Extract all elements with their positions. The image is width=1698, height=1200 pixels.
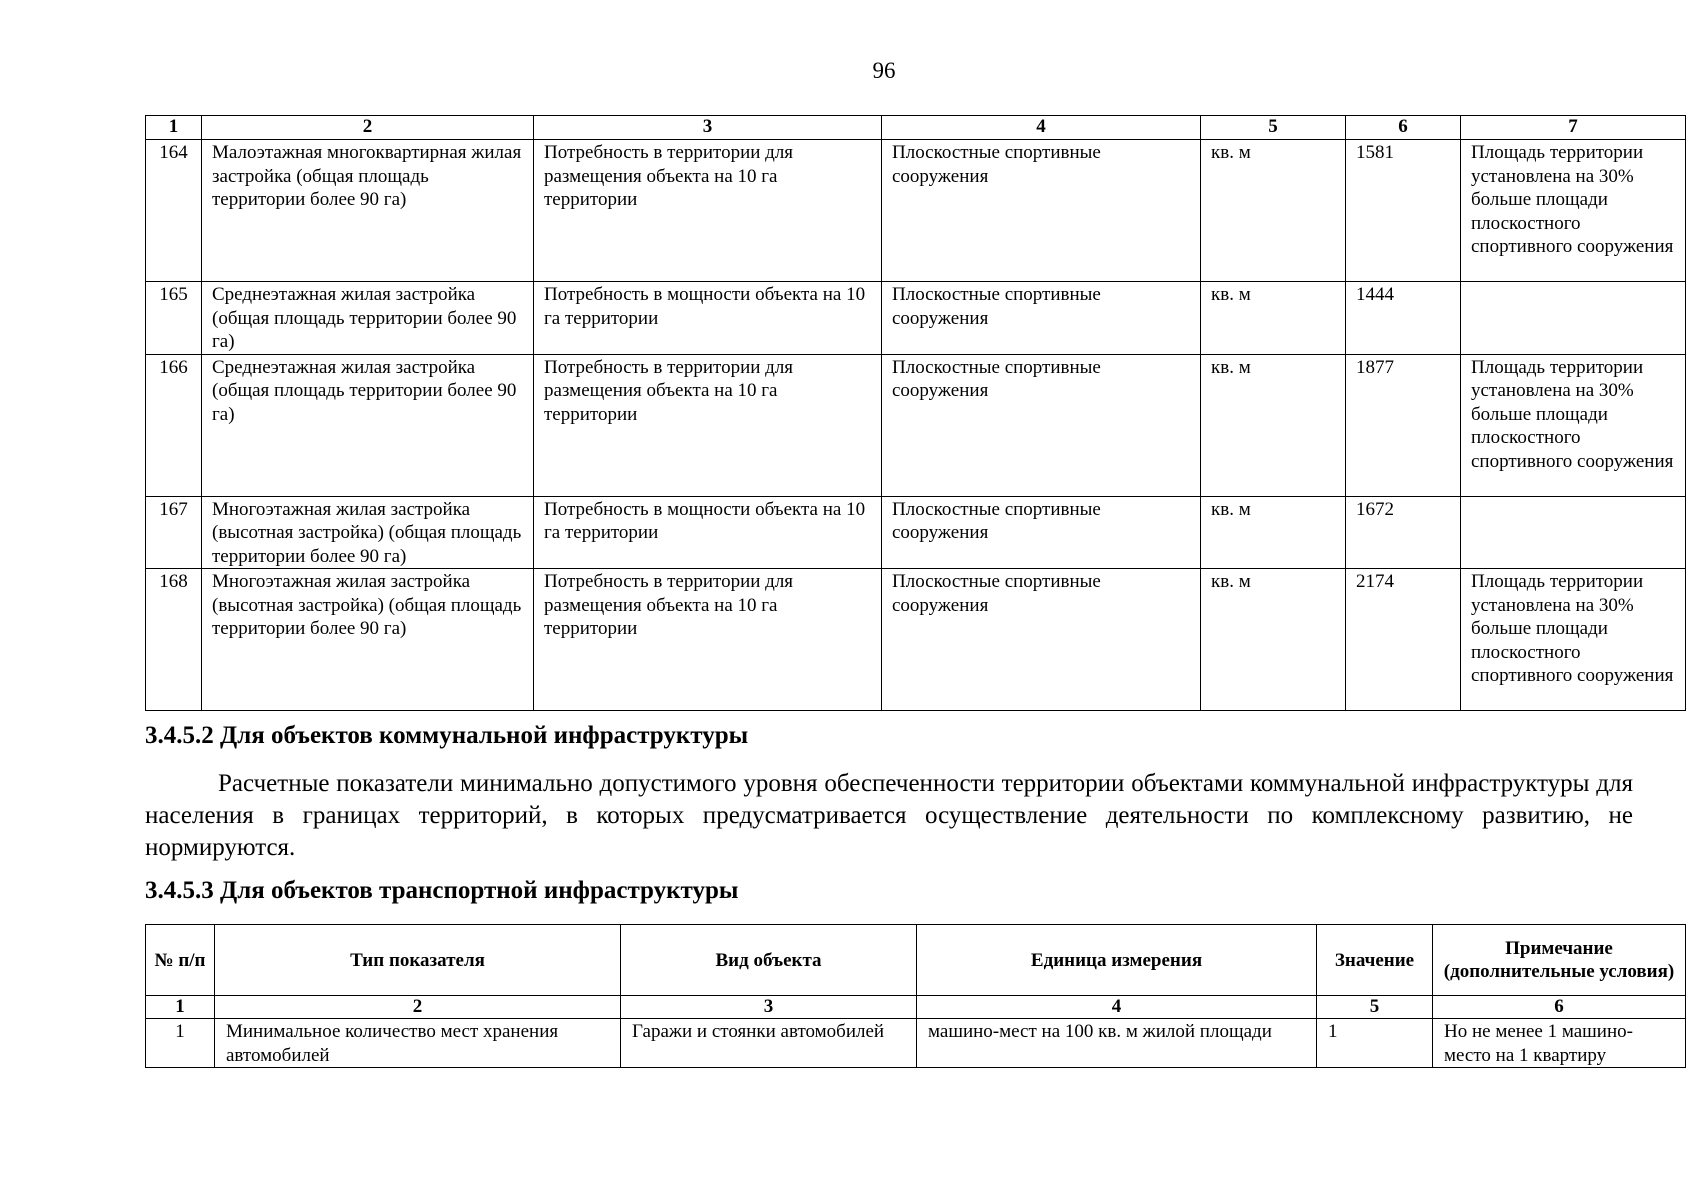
table-row <box>146 282 1686 355</box>
column-header-indicator-type: Тип показателя <box>215 925 621 996</box>
unit-cell: кв. м <box>1201 496 1346 569</box>
unit-cell: кв. м <box>1201 140 1346 282</box>
column-number-header: 1 <box>146 116 202 140</box>
page-number: 96 <box>872 58 896 83</box>
row-number: 165 <box>146 282 202 355</box>
facility-type-cell: Плоскостные спортивные сооружения <box>882 282 1201 355</box>
row-number: 166 <box>146 354 202 496</box>
table-header-row <box>146 925 1686 996</box>
facility-type-cell: Плоскостные спортивные сооружения <box>882 569 1201 711</box>
column-number-header: 6 <box>1433 996 1686 1019</box>
indicator-type-cell: Потребность в мощности объекта на 10 га территории <box>534 496 882 569</box>
note-cell <box>1461 282 1686 355</box>
column-number-header: 6 <box>1346 116 1461 140</box>
unit-cell: кв. м <box>1201 282 1346 355</box>
row-number: 168 <box>146 569 202 711</box>
unit-cell: кв. м <box>1201 354 1346 496</box>
column-number-header: 1 <box>146 996 215 1019</box>
indicator-type-cell: Потребность в территории для размещения объекта на 10 га территории <box>534 140 882 282</box>
facility-type-cell: Плоскостные спортивные сооружения <box>882 140 1201 282</box>
row-number: 167 <box>146 496 202 569</box>
object-type-cell: Гаражи и стоянки автомобилей <box>621 1019 917 1068</box>
development-type-cell: Малоэтажная многоквартирная жилая застройка (общая площадь территории более 90 га) <box>202 140 534 282</box>
value-cell: 1581 <box>1346 140 1461 282</box>
table-row <box>146 496 1686 569</box>
column-header-value: Значение <box>1317 925 1433 996</box>
section-heading-communal: 3.4.5.2 Для объектов коммунальной инфраструктуры <box>145 722 749 749</box>
section-paragraph: Расчетные показатели минимально допустимого уровня обеспеченности территории объектами коммунальной инфраструктуры для населения в границах территорий, в которых предусматривается осуществление деятельности по комплексному развитию, не нормируются. <box>145 770 1633 861</box>
column-header-note: Примечание (дополнительные условия) <box>1433 925 1686 996</box>
indicator-type-cell: Потребность в территории для размещения объекта на 10 га территории <box>534 569 882 711</box>
note-cell: Площадь территории установлена на 30% больше площади плоскостного спортивного сооружения <box>1461 140 1686 282</box>
indicator-type-cell: Потребность в территории для размещения объекта на 10 га территории <box>534 354 882 496</box>
column-number-header: 7 <box>1461 116 1686 140</box>
table-row <box>146 354 1686 496</box>
column-number-header: 2 <box>202 116 534 140</box>
table-row <box>146 1019 1686 1068</box>
facility-type-cell: Плоскостные спортивные сооружения <box>882 354 1201 496</box>
row-number: 164 <box>146 140 202 282</box>
table-header-row <box>146 116 1686 140</box>
unit-cell: машино-мест на 100 кв. м жилой площади <box>917 1019 1317 1068</box>
value-cell: 1 <box>1317 1019 1433 1068</box>
column-number-row <box>146 996 1686 1019</box>
facility-type-cell: Плоскостные спортивные сооружения <box>882 496 1201 569</box>
value-cell: 1444 <box>1346 282 1461 355</box>
note-cell: Но не менее 1 машино-место на 1 квартиру <box>1433 1019 1686 1068</box>
value-cell: 2174 <box>1346 569 1461 711</box>
column-number-header: 4 <box>917 996 1317 1019</box>
indicator-type-cell: Потребность в мощности объекта на 10 га территории <box>534 282 882 355</box>
note-cell: Площадь территории установлена на 30% больше площади плоскостного спортивного сооружения <box>1461 354 1686 496</box>
column-header-object-type: Вид объекта <box>621 925 917 996</box>
development-type-cell: Среднеэтажная жилая застройка (общая площадь территории более 90 га) <box>202 282 534 355</box>
development-type-cell: Многоэтажная жилая застройка (высотная застройка) (общая площадь территории более 90 га) <box>202 496 534 569</box>
section-heading-transport: 3.4.5.3 Для объектов транспортной инфраструктуры <box>145 877 739 904</box>
column-header-number: № п/п <box>146 925 215 996</box>
row-number: 1 <box>146 1019 215 1068</box>
sports-facilities-table <box>145 115 1686 711</box>
column-header-unit: Единица измерения <box>917 925 1317 996</box>
note-cell <box>1461 496 1686 569</box>
indicator-type-cell: Минимальное количество мест хранения автомобилей <box>215 1019 621 1068</box>
column-number-header: 2 <box>215 996 621 1019</box>
value-cell: 1672 <box>1346 496 1461 569</box>
table-row <box>146 140 1686 282</box>
column-number-header: 3 <box>621 996 917 1019</box>
value-cell: 1877 <box>1346 354 1461 496</box>
development-type-cell: Многоэтажная жилая застройка (высотная застройка) (общая площадь территории более 90 га) <box>202 569 534 711</box>
column-number-header: 5 <box>1317 996 1433 1019</box>
column-number-header: 3 <box>534 116 882 140</box>
unit-cell: кв. м <box>1201 569 1346 711</box>
note-cell: Площадь территории установлена на 30% больше площади плоскостного спортивного сооружения <box>1461 569 1686 711</box>
column-number-header: 5 <box>1201 116 1346 140</box>
development-type-cell: Среднеэтажная жилая застройка (общая площадь территории более 90 га) <box>202 354 534 496</box>
transport-infrastructure-table <box>145 924 1686 1068</box>
table-row <box>146 569 1686 711</box>
column-number-header: 4 <box>882 116 1201 140</box>
